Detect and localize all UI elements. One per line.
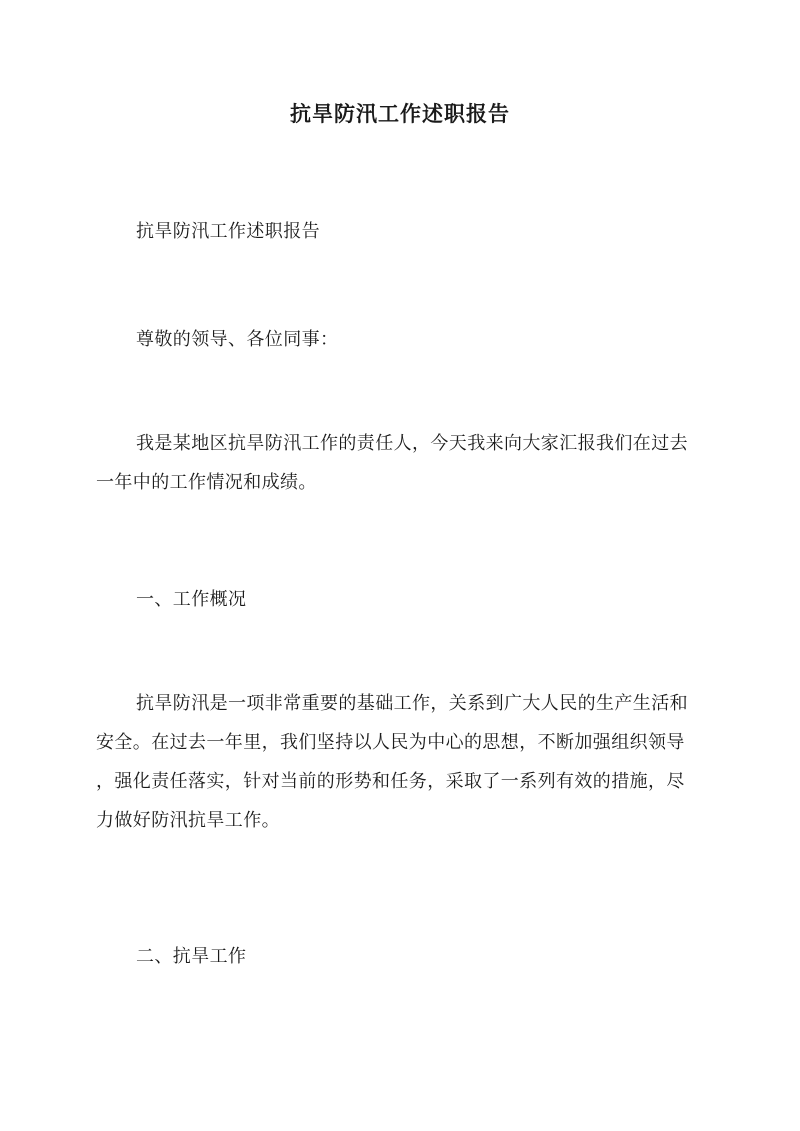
document-title: 抗旱防汛工作述职报告 [290,101,510,126]
section-1-heading: 一、工作概况 [136,589,247,610]
section-1-line-4: 力做好防汛抗旱工作。 [96,810,280,831]
section-1-line-3: ，强化责任落实，针对当前的形势和任务，采取了一系列有效的措施，尽 [96,771,685,792]
intro-line-1: 我是某地区抗旱防汛工作的责任人，今天我来向大家汇报我们在过去 [136,433,688,454]
section-1-line-1: 抗旱防汛是一项非常重要的基础工作，关系到广大人民的生产生活和 [136,693,688,714]
document-subtitle: 抗旱防汛工作述职报告 [136,221,320,242]
section-1-paragraph [96,684,708,840]
section-1-line-2: 安全。在过去一年里，我们坚持以人民为中心的思想，不断加强组织领导 [96,732,685,753]
intro-line-2: 一年中的工作情况和成绩。 [96,472,317,493]
salutation: 尊敬的领导、各位同事： [136,329,339,350]
section-2-heading: 二、抗旱工作 [136,946,247,967]
intro-paragraph [96,424,708,502]
